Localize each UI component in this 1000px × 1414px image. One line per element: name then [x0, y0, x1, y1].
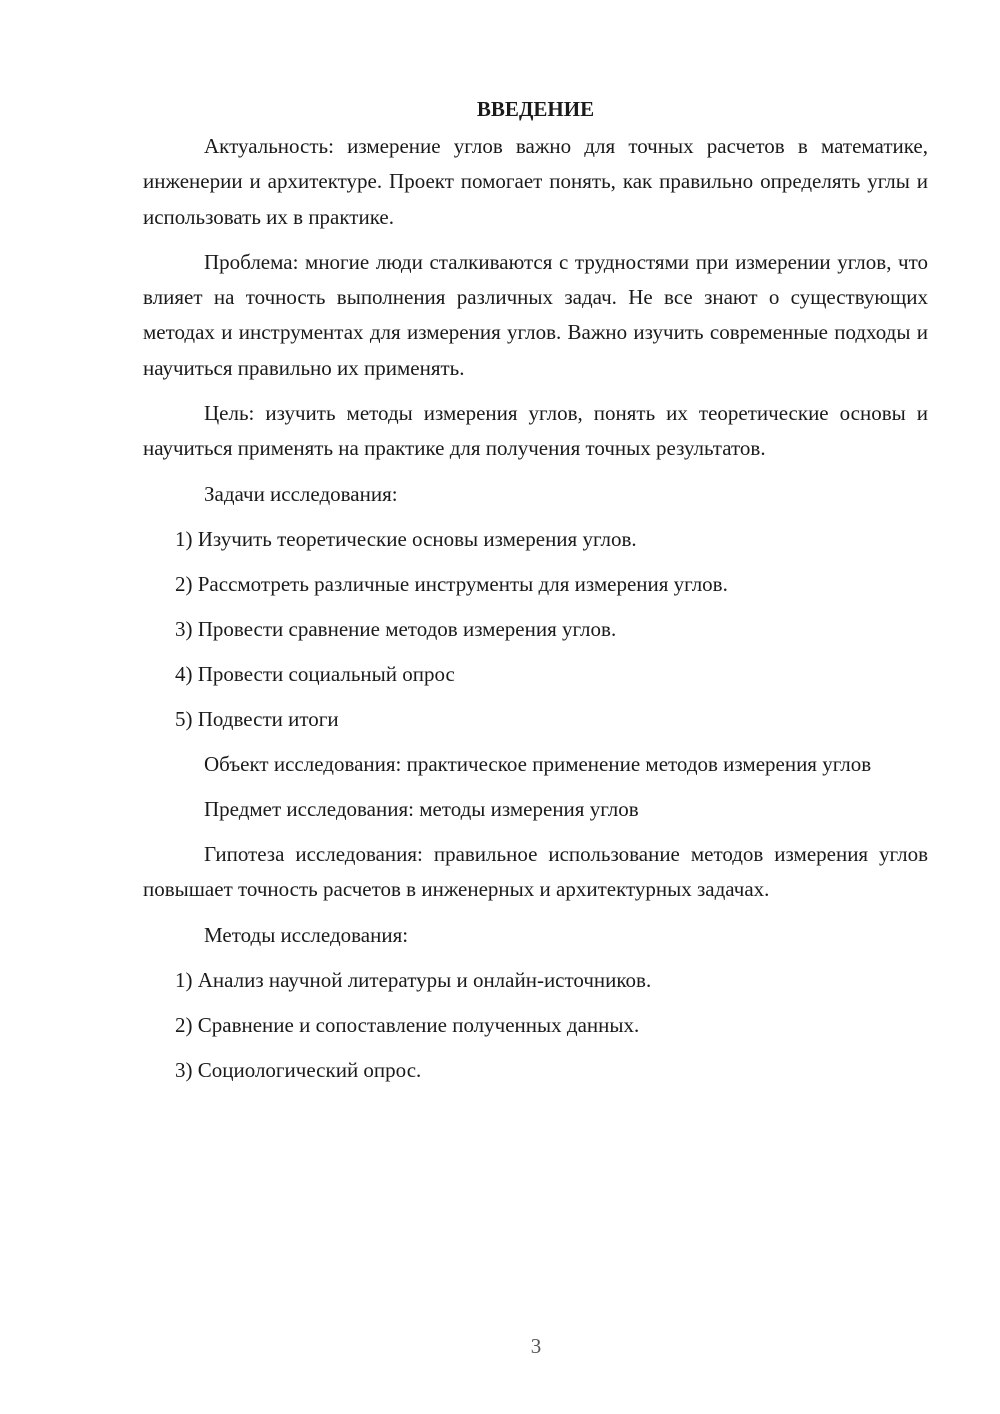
tasks-list [143, 522, 928, 737]
method-item: 2) Сравнение и сопоставление полученных данных. [175, 1012, 640, 1037]
methods-title: Методы исследования: [204, 922, 409, 947]
document-page [143, 92, 928, 1098]
task-item: 1) Изучить теоретические основы измерения углов. [175, 526, 637, 551]
method-item: 3) Социологический опрос. [175, 1057, 422, 1082]
task-item: 2) Рассмотреть различные инструменты для измерения углов. [175, 571, 728, 596]
relevance-paragraph: Актуальность: измерение углов важно для точных расчетов в математике, инженерии и архитектуре. Проект помогает понять, как правильно определять углы и использовать их в практике. [143, 134, 928, 229]
page-number: 3 [530, 1334, 542, 1358]
goal-paragraph: Цель: изучить методы измерения углов, понять их теоретические основы и научиться применять на практике для получения точных результатов. [143, 401, 928, 461]
subject-paragraph: Предмет исследования: методы измерения углов [204, 796, 639, 821]
method-item: 1) Анализ научной литературы и онлайн-источников. [175, 967, 652, 992]
task-item: 3) Провести сравнение методов измерения углов. [175, 616, 617, 641]
object-paragraph: Объект исследования: практическое применение методов измерения углов [204, 751, 872, 776]
task-item: 4) Провести социальный опрос [175, 661, 455, 686]
problem-paragraph: Проблема: многие люди сталкиваются с трудностями при измерении углов, что влияет на точность выполнения различных задач. Не все знают о существующих методах и инструментах для измерения углов. Важно изучить современные подходы и научиться правильно их применять. [143, 249, 928, 380]
hypothesis-paragraph: Гипотеза исследования: правильное использование методов измерения углов повышает точность расчетов в инженерных и архитектурных задачах. [143, 841, 928, 902]
tasks-title: Задачи исследования: [204, 481, 398, 506]
page-title: ВВЕДЕНИЕ [476, 97, 595, 121]
methods-list [143, 963, 928, 1088]
task-item: 5) Подвести итоги [175, 706, 339, 731]
